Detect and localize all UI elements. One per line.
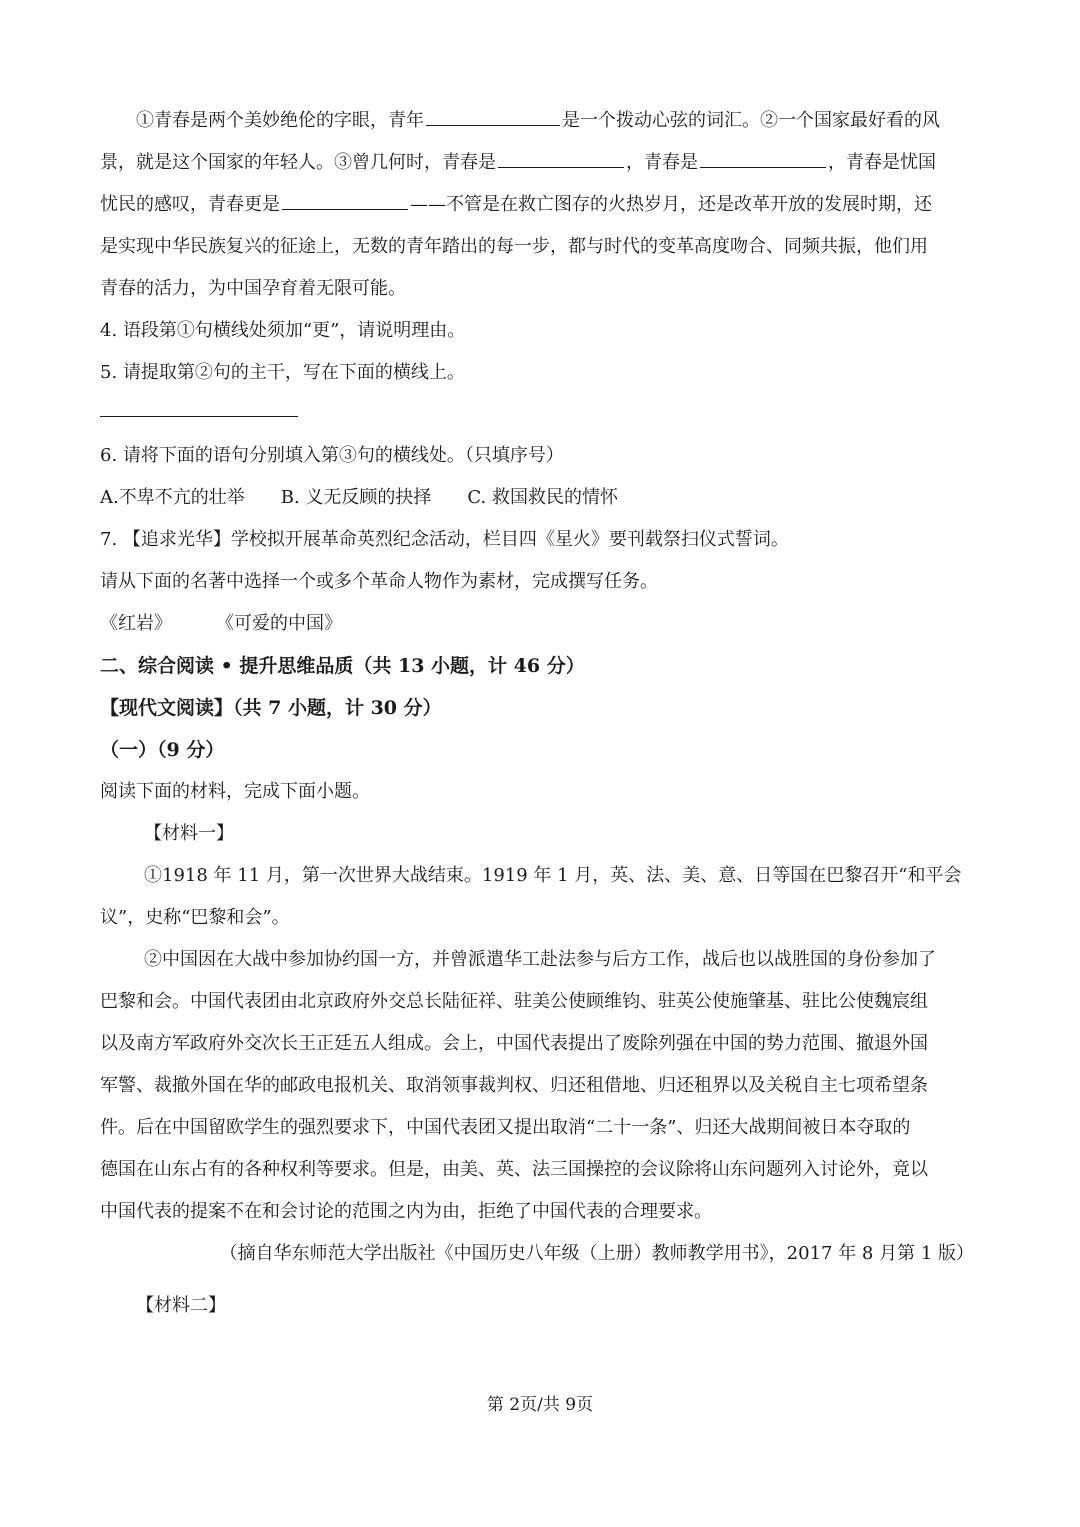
material-2-label: 【材料二】 [136, 1295, 226, 1316]
question-5: 5. 请提取第②句的主干，写在下面的横线上。 [100, 362, 465, 383]
exam-page [100, 100, 980, 1327]
material-1-label: 【材料一】 [144, 823, 234, 844]
material-1-paragraph: 军警、裁撤外国在华的邮政电报机关、取消领事裁判权、归还租借地、归还租界以及关税自主七项希望条 [100, 1075, 928, 1096]
option-b: B. 义无反顾的抉择 [280, 487, 432, 508]
fill-blank [282, 189, 408, 210]
material-1-paragraph: ①1918 年 11 月，第一次世界大战结束。1919 年 1 月，英、法、美、意、日等国在巴黎召开“和平会 [144, 865, 962, 886]
question-4: 4. 语段第①句横线处须加“更”，请说明理由。 [100, 320, 466, 341]
material-1-paragraph: ②中国因在大战中参加协约国一方，并曾派遣华工赴法参与后方工作，战后也以战胜国的身份参加了 [144, 949, 936, 970]
fill-blank [498, 147, 624, 168]
instruction: 阅读下面的材料，完成下面小题。 [100, 781, 370, 802]
material-1-paragraph: 以及南方军政府外交次长王正廷五人组成。会上，中国代表提出了废除列强在中国的势力范围、撤退外国 [100, 1033, 928, 1054]
material-1-paragraph: 德国在山东占有的各种权利等要求。但是，由美、英、法三国操控的会议除将山东问题列入讨论外，竟以 [100, 1159, 928, 1180]
passage-text: 景，就是这个国家的年轻人。③曾几何时，青春是 [100, 152, 496, 173]
part-heading: （一）（9 分） [100, 739, 225, 761]
material-1-paragraph: 中国代表的提案不在和会讨论的范围之内为由，拒绝了中国代表的合理要求。 [100, 1201, 712, 1222]
answer-line [100, 416, 298, 417]
material-1-paragraph: 件。后在中国留欧学生的强烈要求下，中国代表团又提出取消“二十一条”、归还大战期间被日本夺取的 [100, 1117, 911, 1138]
passage-line: 青春的活力，为中国孕育着无限可能。 [100, 278, 406, 299]
passage-line [100, 184, 980, 226]
material-1-paragraph: 议”，史称“巴黎和会”。 [100, 907, 290, 928]
book-title: 《可爱的中国》 [216, 613, 342, 634]
passage-line [100, 142, 980, 184]
question-7-task: 请从下面的名著中选择一个或多个革命人物作为素材，完成撰写任务。 [100, 571, 658, 592]
page-number: 第 2页/共 9页 [486, 1395, 594, 1415]
passage-text: ，青春是忧国 [828, 152, 936, 173]
question-7: 7. 【追求光华】学校拟开展革命英烈纪念活动，栏目四《星火》要刊载祭扫仪式誓词。 [100, 529, 789, 550]
passage-text: ①青春是两个美妙绝伦的字眼，青年 [136, 110, 424, 131]
fill-blank [700, 147, 826, 168]
passage-line [100, 100, 980, 142]
passage-line: 是实现中华民族复兴的征途上，无数的青年踏出的每一步，都与时代的变革高度吻合、同频共振，他们用 [100, 236, 928, 257]
book-list [100, 603, 980, 645]
section-subtitle: 【现代文阅读】（共 7 小题，计 30 分） [100, 697, 442, 719]
passage-text: ，青春是 [626, 152, 698, 173]
passage-text: 忧民的感叹，青春更是 [100, 194, 280, 215]
material-1-paragraph: 巴黎和会。中国代表团由北京政府外交总长陆征祥、驻美公使顾维钧、驻英公使施肇基、驻比公使魏宸组 [100, 991, 928, 1012]
option-c: C. 救国救民的情怀 [467, 487, 618, 508]
question-6: 6. 请将下面的语句分别填入第③句的横线处。（只填序号） [100, 445, 564, 466]
book-title: 《红岩》 [100, 613, 172, 634]
section-title: 二、综合阅读 • 提升思维品质（共 13 小题，计 46 分） [100, 655, 585, 677]
question-6-options [100, 477, 980, 519]
passage-text: 是一个拨动心弦的词汇。②一个国家最好看的风 [562, 110, 940, 131]
material-1-source: （摘自华东师范大学出版社《中国历史八年级（上册）教师教学用书》，2017 年 8 月第 1 版） [219, 1243, 974, 1264]
passage-text: ——不管是在救亡图存的火热岁月，还是改革开放的发展时期，还 [410, 194, 932, 215]
option-a: A.不卑不亢的壮举 [100, 487, 245, 508]
fill-blank [426, 105, 560, 126]
